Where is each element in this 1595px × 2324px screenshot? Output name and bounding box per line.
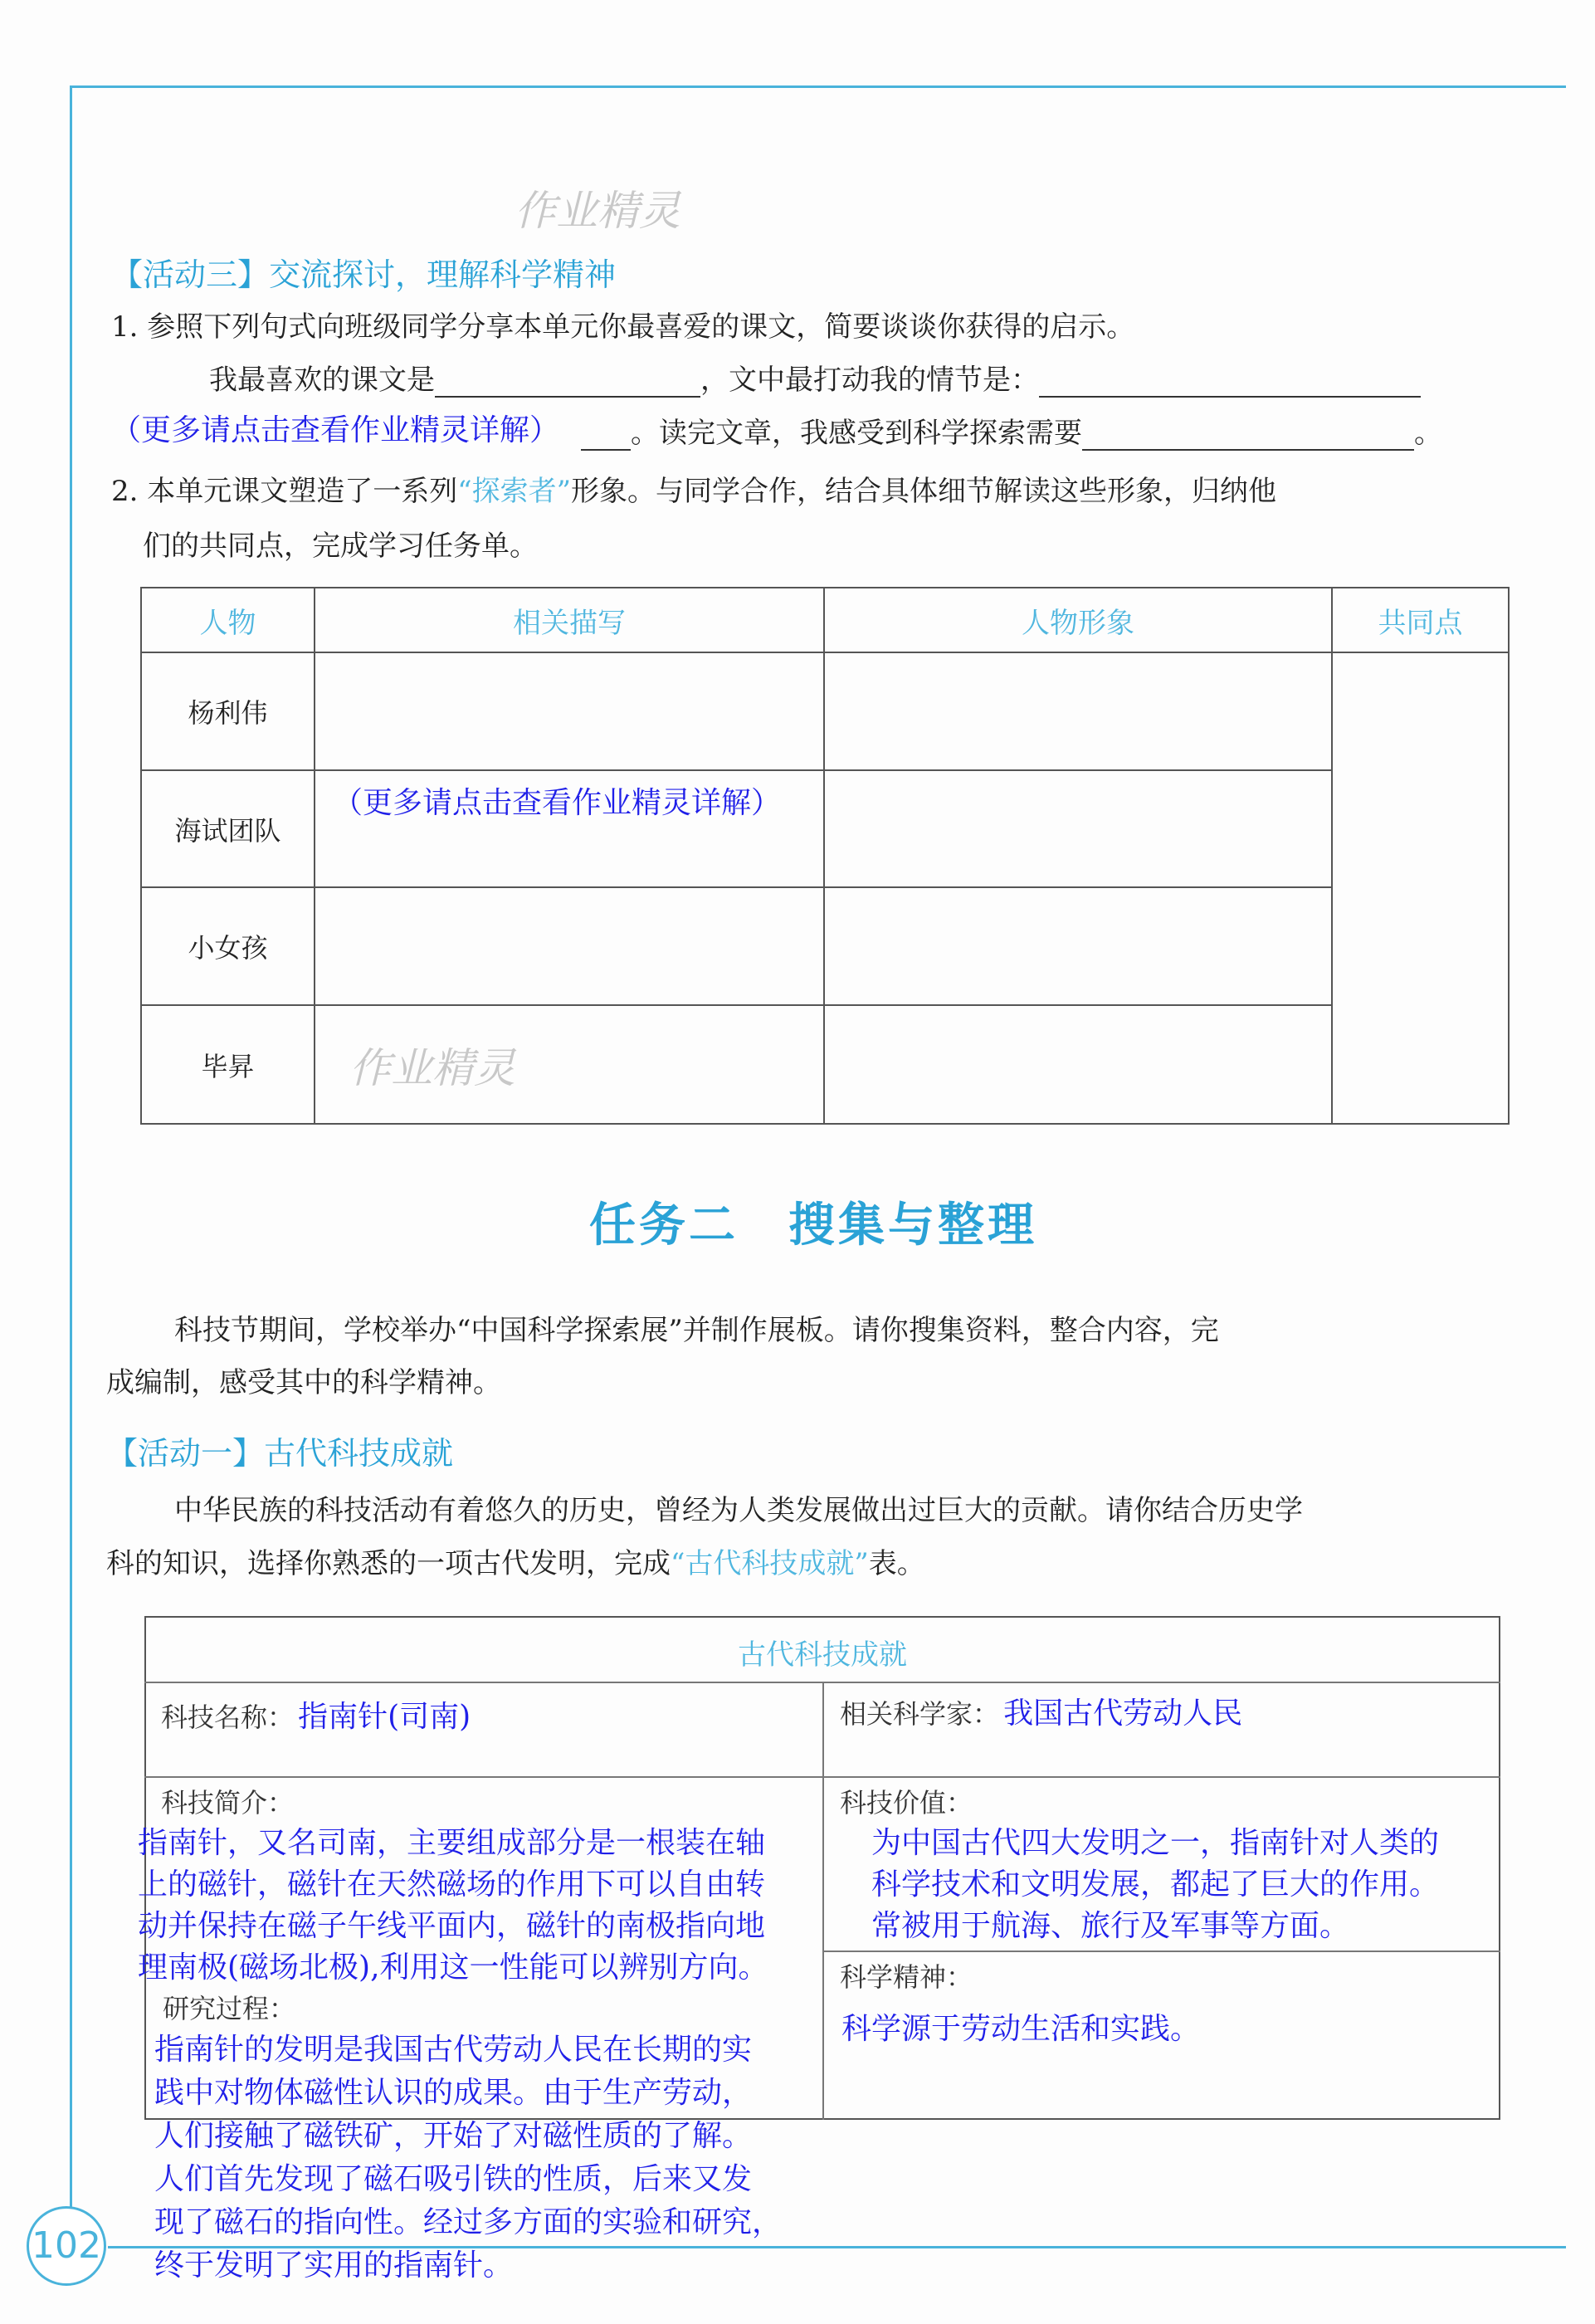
fill-line-1 xyxy=(209,357,1421,398)
more-details-link[interactable]: （更多请点击查看作业精灵详解） xyxy=(111,413,560,447)
answer-line: 现了磁石的指向性。经过多方面的实验和研究， xyxy=(154,2205,783,2239)
page-border-left xyxy=(70,85,72,2246)
answer-line: 指南针的发明是我国古代劳动人民在长期的实 xyxy=(154,2033,753,2067)
tech-name-field[interactable] xyxy=(161,1693,471,1736)
scientist-label: 相关科学家： xyxy=(840,1698,1000,1730)
answer-line: 常被用于航海、旅行及军事等方面。 xyxy=(871,1909,1350,1943)
person-name: 毕昇 xyxy=(141,1005,315,1124)
answer-line: 人们首先发现了磁石吸引铁的性质，后来又发 xyxy=(154,2162,753,2196)
value-answer[interactable] xyxy=(871,1823,1439,1947)
description-cell[interactable] xyxy=(315,770,824,887)
header-common: 共同点 xyxy=(1332,588,1509,652)
description-cell[interactable] xyxy=(315,1005,824,1124)
activity1-heading: 【活动一】古代科技成就 xyxy=(106,1435,454,1472)
fill-label-b: ，文中最打动我的情节是： xyxy=(700,364,1039,397)
table-row xyxy=(141,1005,1509,1124)
question-1: 1. 参照下列句式向班级同学分享本单元你最喜爱的课文，简要谈谈你获得的启示。 xyxy=(111,310,1135,344)
blank-moving-plot[interactable] xyxy=(1039,368,1421,398)
question-2 xyxy=(111,468,1276,509)
scientist-value: 我国古代劳动人民 xyxy=(1003,1697,1243,1731)
explorer-table xyxy=(140,587,1510,1125)
scientist-field[interactable] xyxy=(840,1690,1242,1732)
image-cell[interactable] xyxy=(824,770,1332,887)
blank-science-needs[interactable] xyxy=(1082,421,1414,451)
page-number: 102 xyxy=(27,2206,106,2286)
answer-line: 理南极(磁场北极),利用这一性能可以辨别方向。 xyxy=(138,1950,768,1985)
task2-intro-1: 科技节期间，学校举办“中国科学探索展”并制作展板。请你搜集资料，整合内容，完 xyxy=(174,1314,1219,1347)
table-divider xyxy=(822,1682,824,2120)
common-cell[interactable] xyxy=(1332,652,1509,1124)
watermark: 作业精灵 xyxy=(515,187,680,235)
answer-line: 践中对物体磁性认识的成果。由于生产劳动， xyxy=(154,2076,753,2110)
activity1-para-2 xyxy=(106,1540,925,1581)
q2-text: 2. 本单元课文塑造了一系列 xyxy=(111,475,458,508)
image-cell[interactable] xyxy=(824,1005,1332,1124)
fill-label-a: 我最喜欢的课文是 xyxy=(209,364,435,397)
answer-line: 终于发明了实用的指南针。 xyxy=(154,2248,514,2282)
table-row xyxy=(141,887,1509,1005)
intro-answer[interactable] xyxy=(138,1823,768,1989)
fill-label-c: 。读完文章，我感受到科学探索需要 xyxy=(631,417,1082,450)
watermark: 作业精灵 xyxy=(349,1043,515,1092)
header-person: 人物 xyxy=(141,588,315,652)
description-cell[interactable] xyxy=(315,652,824,770)
table-divider xyxy=(822,1950,1500,1952)
q2-text-post: 形象。与同学合作，结合具体细节解读这些形象，归纳他 xyxy=(571,475,1277,508)
question-2-line2: 们的共同点，完成学习任务单。 xyxy=(143,530,538,563)
tech-name-label: 科技名称： xyxy=(161,1702,295,1733)
answer-line: 科学技术和文明发展，都起了巨大的作用。 xyxy=(871,1868,1440,1902)
answer-line: 动并保持在磁子午线平面内，磁针的南极指向地 xyxy=(138,1909,766,1943)
person-name: 杨利伟 xyxy=(141,652,315,770)
header-image: 人物形象 xyxy=(824,588,1332,652)
answer-line: 为中国古代四大发明之一，指南针对人类的 xyxy=(871,1826,1440,1860)
blank-favorite-text[interactable] xyxy=(435,368,700,398)
person-name: 海试团队 xyxy=(141,770,315,887)
q2-quote: “探索者” xyxy=(457,475,572,508)
process-label: 研究过程： xyxy=(163,1993,296,2024)
tech-name-value: 指南针(司南) xyxy=(298,1700,471,1734)
answer-line: 人们接触了磁铁矿，开始了对磁性质的了解。 xyxy=(154,2119,753,2153)
activity3-heading: 【活动三】交流探讨，理解科学精神 xyxy=(111,256,617,293)
spirit-answer[interactable]: 科学源于劳动生活和实践。 xyxy=(841,2012,1201,2046)
value-label: 科技价值： xyxy=(840,1787,973,1819)
image-cell[interactable] xyxy=(824,652,1332,770)
table-row xyxy=(141,770,1509,887)
header-description: 相关描写 xyxy=(315,588,824,652)
fill-line-2 xyxy=(581,410,1442,451)
process-answer[interactable] xyxy=(154,2029,782,2287)
description-cell[interactable] xyxy=(315,887,824,1005)
image-cell[interactable] xyxy=(824,887,1332,1005)
para2-post: 表。 xyxy=(868,1547,925,1580)
table-row xyxy=(141,652,1509,770)
blank-plot-continued[interactable] xyxy=(581,421,631,451)
task2-title: 任务二 搜集与整理 xyxy=(589,1199,1037,1252)
activity1-para-1: 中华民族的科技活动有着悠久的历史，曾经为人类发展做出过巨大的贡献。请你结合历史学 xyxy=(174,1494,1303,1527)
para2-text: 科的知识，选择你熟悉的一项古代发明，完成 xyxy=(106,1547,671,1580)
page-border-top xyxy=(70,85,1566,88)
intro-label: 科技简介： xyxy=(161,1787,295,1819)
task2-intro-2: 成编制，感受其中的科学精神。 xyxy=(106,1366,501,1399)
para2-quote: “古代科技成就” xyxy=(671,1547,869,1580)
more-details-link[interactable]: （更多请点击查看作业精灵详解） xyxy=(333,786,782,820)
answer-line: 指南针，又名司南，主要组成部分是一根装在轴 xyxy=(138,1826,766,1860)
person-name: 小女孩 xyxy=(141,887,315,1005)
ancient-tech-table-title: 古代科技成就 xyxy=(738,1638,907,1672)
answer-line: 上的磁针，磁针在天然磁场的作用下可以自由转 xyxy=(138,1868,766,1902)
fill-end: 。 xyxy=(1414,417,1442,450)
spirit-label: 科学精神： xyxy=(840,1961,973,1993)
